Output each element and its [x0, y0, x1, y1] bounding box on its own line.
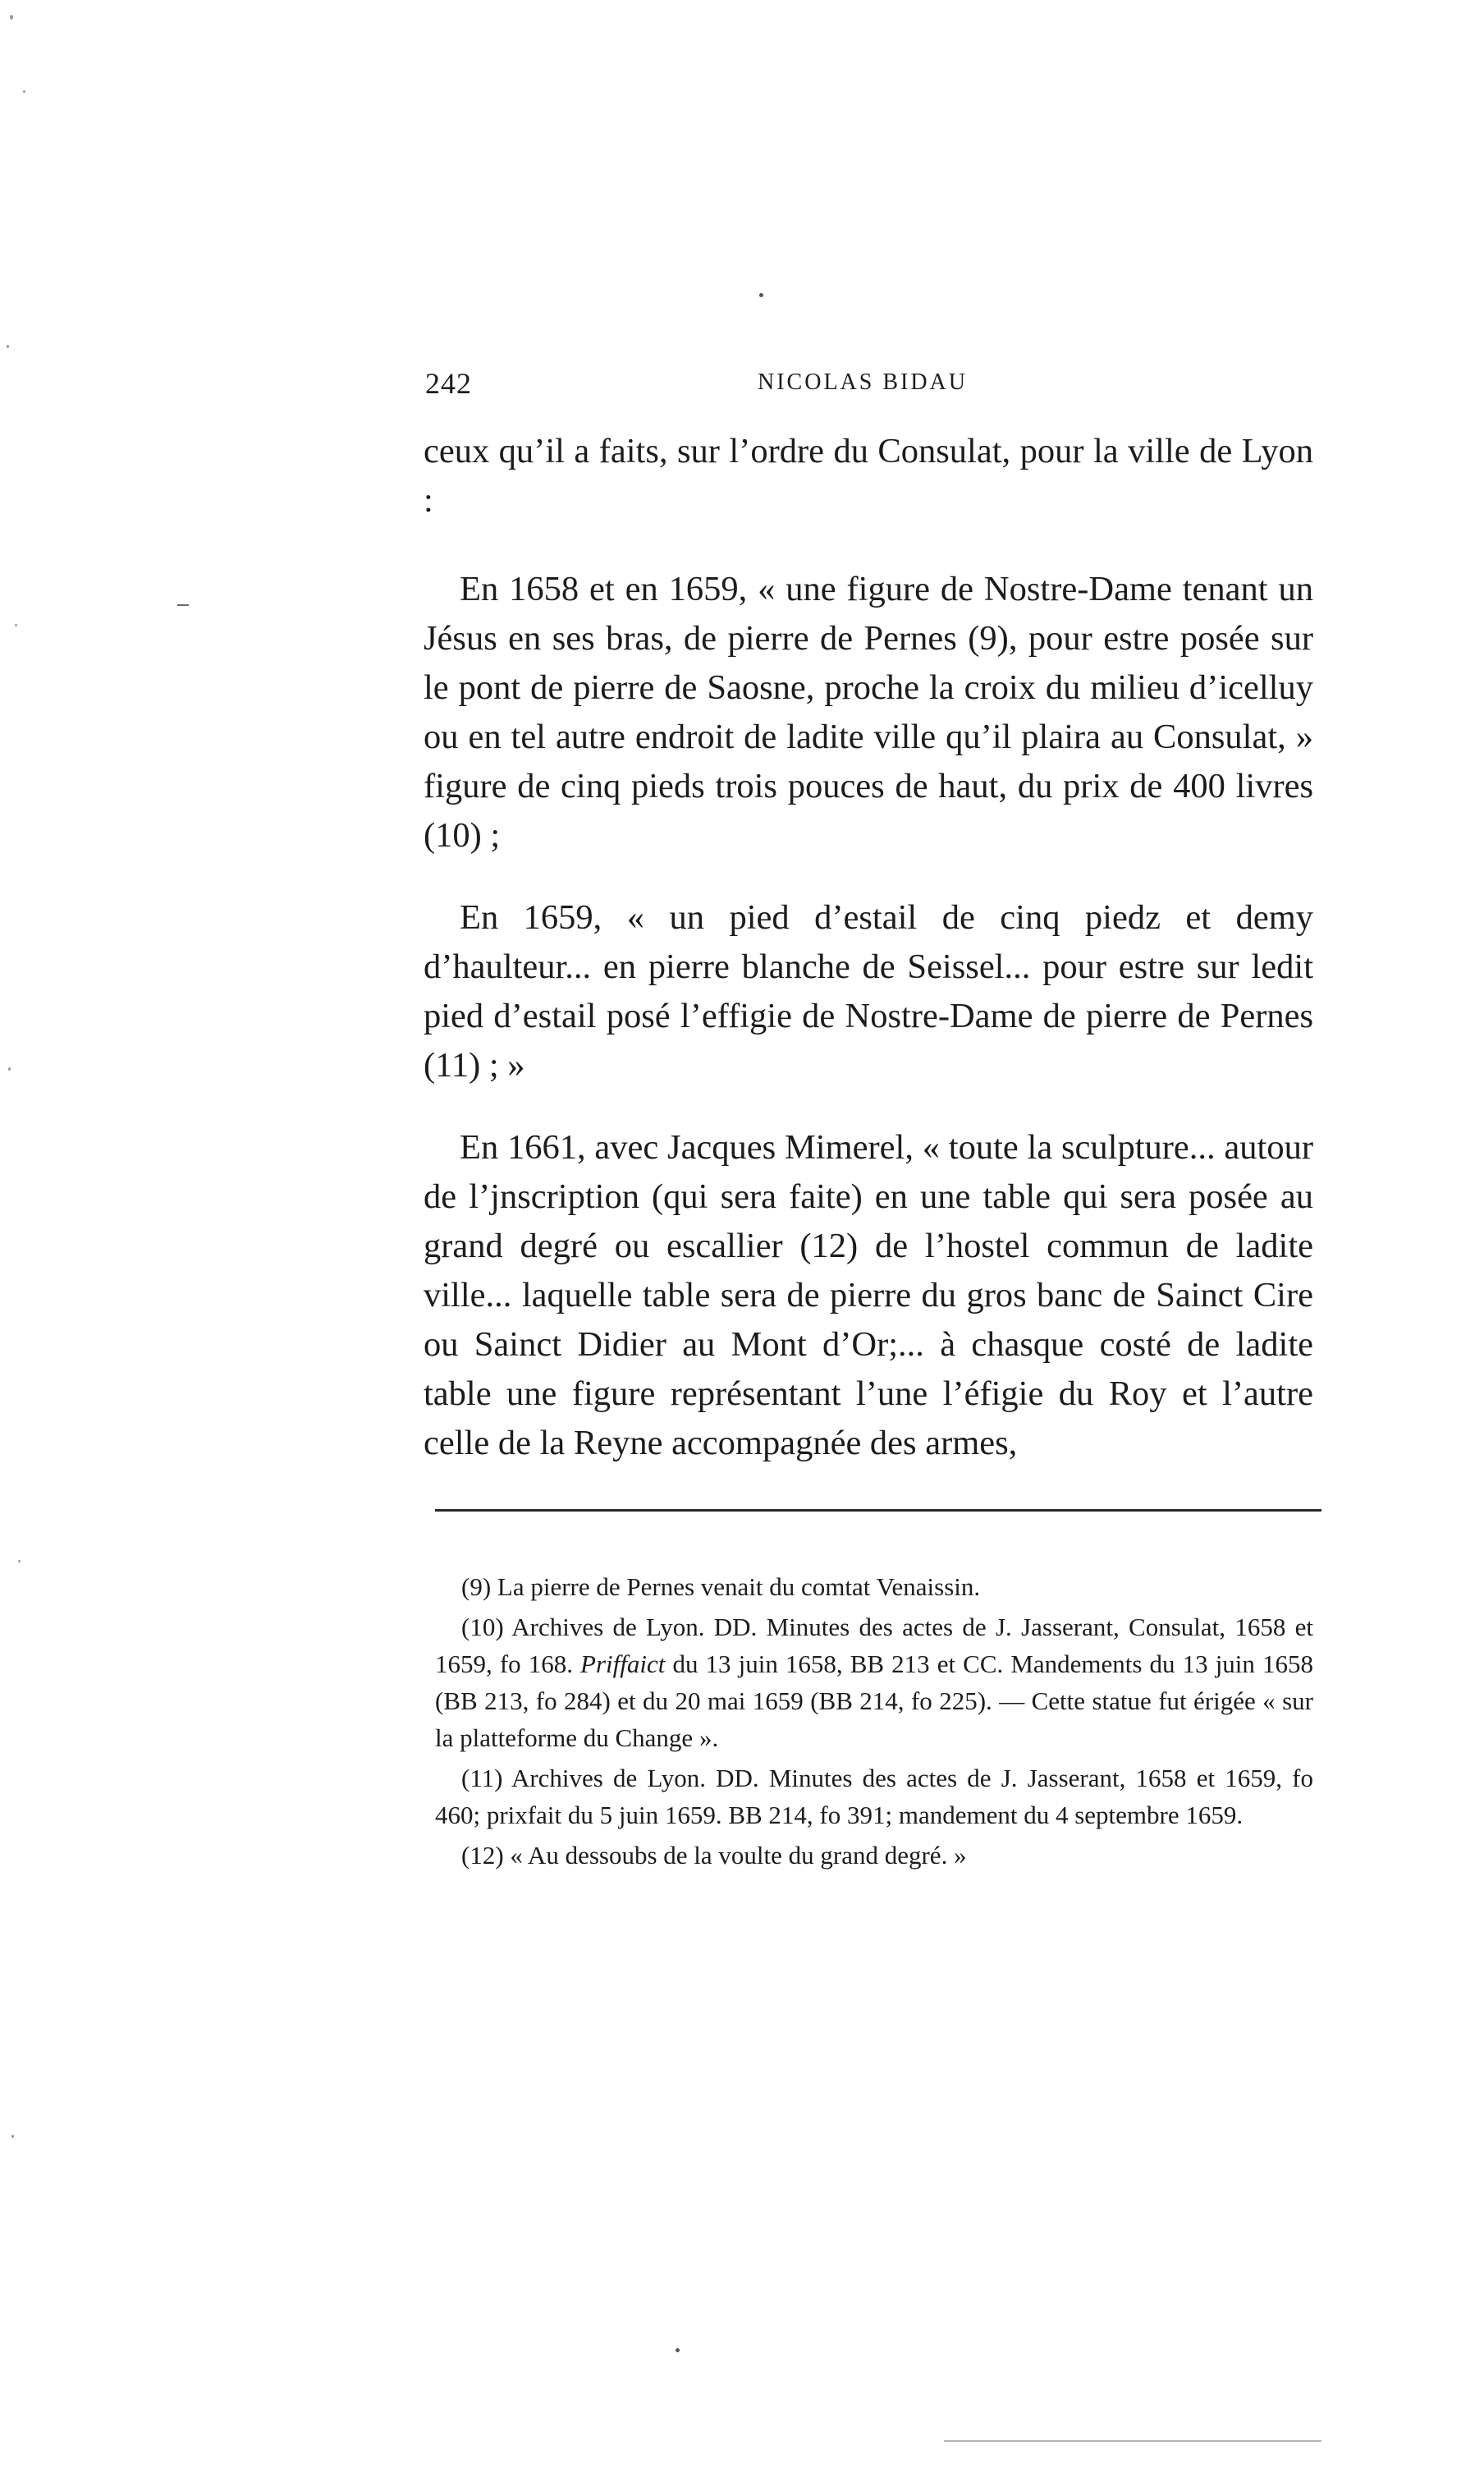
scan-speck — [10, 15, 13, 20]
running-title: NICOLAS BIDAU — [758, 369, 968, 395]
margin-dash — [177, 604, 189, 606]
body-paragraph: ceux qu’il a faits, sur l’ordre du Consulat, pour la ville de Lyon : — [424, 432, 1313, 520]
footnote-10-text-cont: du 13 juin 1658, BB 213 et CC. Mandements du 13 juin 1658 (BB 213, fo 284) et du 20 mai 1659 (BB 214, fo 225). — Cette statue fut érigée « sur la platteforme du Change ». — [435, 1649, 1313, 1752]
scan-speck — [18, 1560, 21, 1562]
footnote-10-text: (10) Archives de Lyon. DD. Minutes des actes de J. Jasserant, Consulat, 1658 et 1659, fo 168. — [435, 1613, 1313, 1678]
body-paragraph: En 1659, « un pied d’estail de cinq piedz et demy d’haulteur... en pierre blanche de Seissel... pour estre sur ledit pied d’estail posé l’effigie de Nostre-Dame de pierre de Pernes (11) ; » — [424, 898, 1313, 1085]
running-head — [425, 366, 1320, 407]
footnote-12: (12) « Au dessoubs de la voulte du grand degré. » — [461, 1841, 967, 1870]
footnote-10-italic: Priffaict — [580, 1649, 666, 1678]
scan-speck — [8, 1067, 11, 1071]
scan-speck — [15, 624, 17, 626]
footnote-rule — [435, 1509, 1321, 1512]
body-paragraph: En 1658 et en 1659, « une figure de Nostre-Dame tenant un Jésus en ses bras, de pierre de Pernes (9), pour estre posée sur le pont de pierre de Saosne, proche la croix du milieu d’icelluy ou en tel autre endroit de ladite ville qu’il plaira au Consulat, » figure de cinq pieds trois pouces de haut, du prix de 400 livres (10) ; — [424, 570, 1313, 855]
scan-speck — [676, 2348, 680, 2352]
body-text — [424, 427, 1313, 1468]
footnote-11: (11) Archives de Lyon. DD. Minutes des actes de J. Jasserant, 1658 et 1659, fo 460; prixfait du 5 juin 1659. BB 214, fo 391; mandement du 4 septembre 1659. — [435, 1764, 1313, 1829]
scan-speck — [11, 2135, 14, 2138]
footnotes — [435, 1568, 1313, 1877]
scan-speck — [7, 345, 9, 348]
page-number: 242 — [425, 367, 472, 400]
footnote-10 — [435, 1608, 1313, 1756]
scan-dash — [944, 2440, 1321, 2442]
scan-speck — [23, 90, 25, 93]
body-paragraph: En 1661, avec Jacques Mimerel, « toute la sculpture... autour de l’jnscription (qui sera faite) en une table qui sera posée au grand degré ou escallier (12) de l’hostel commun de ladite ville... laquelle table sera de pierre du gros banc de Sainct Cire ou Sainct Didier au Mont d’Or;... à chasque costé de ladite table une figure représentant l’une l’éfigie du Roy et l’autre celle de la Reyne accompagnée des armes, — [424, 1128, 1313, 1462]
scan-speck — [759, 293, 763, 297]
footnote-9: (9) La pierre de Pernes venait du comtat Venaissin. — [461, 1572, 981, 1601]
